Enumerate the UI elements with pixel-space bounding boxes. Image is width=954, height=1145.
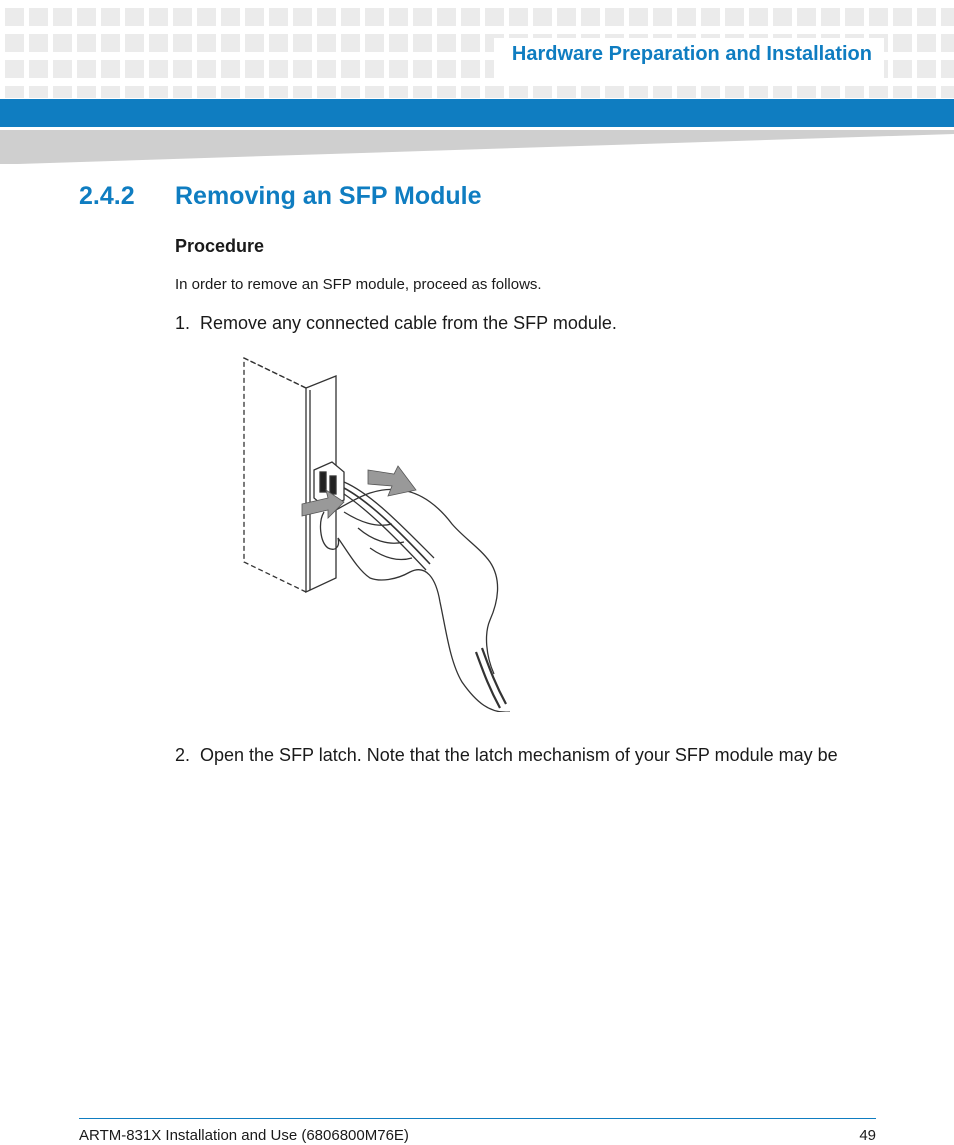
footer-rule: [79, 1118, 876, 1119]
section-title: Removing an SFP Module: [175, 182, 482, 210]
section-number: 2.4.2: [79, 182, 135, 210]
section-heading: [79, 182, 482, 211]
step-text: Remove any connected cable from the SFP module.: [200, 313, 617, 333]
running-header-title: Hardware Preparation and Installation: [511, 43, 872, 65]
page-number: 49: [859, 1127, 876, 1144]
procedure-intro: In order to remove an SFP module, proceed as follows.: [175, 276, 542, 293]
footer-doc-title: ARTM-831X Installation and Use (6806800M76E): [79, 1127, 409, 1144]
step-number: 1.: [175, 313, 191, 333]
step-item: [175, 313, 617, 334]
step-number: 2.: [175, 745, 191, 765]
step-text: Open the SFP latch. Note that the latch mechanism of your SFP module may be: [200, 745, 838, 765]
sfp-removal-illustration: [240, 352, 520, 712]
step-item: [175, 745, 838, 766]
procedure-label: Procedure: [175, 236, 265, 256]
header-blue-band: [0, 99, 954, 127]
header-grey-wedge: [0, 130, 954, 164]
